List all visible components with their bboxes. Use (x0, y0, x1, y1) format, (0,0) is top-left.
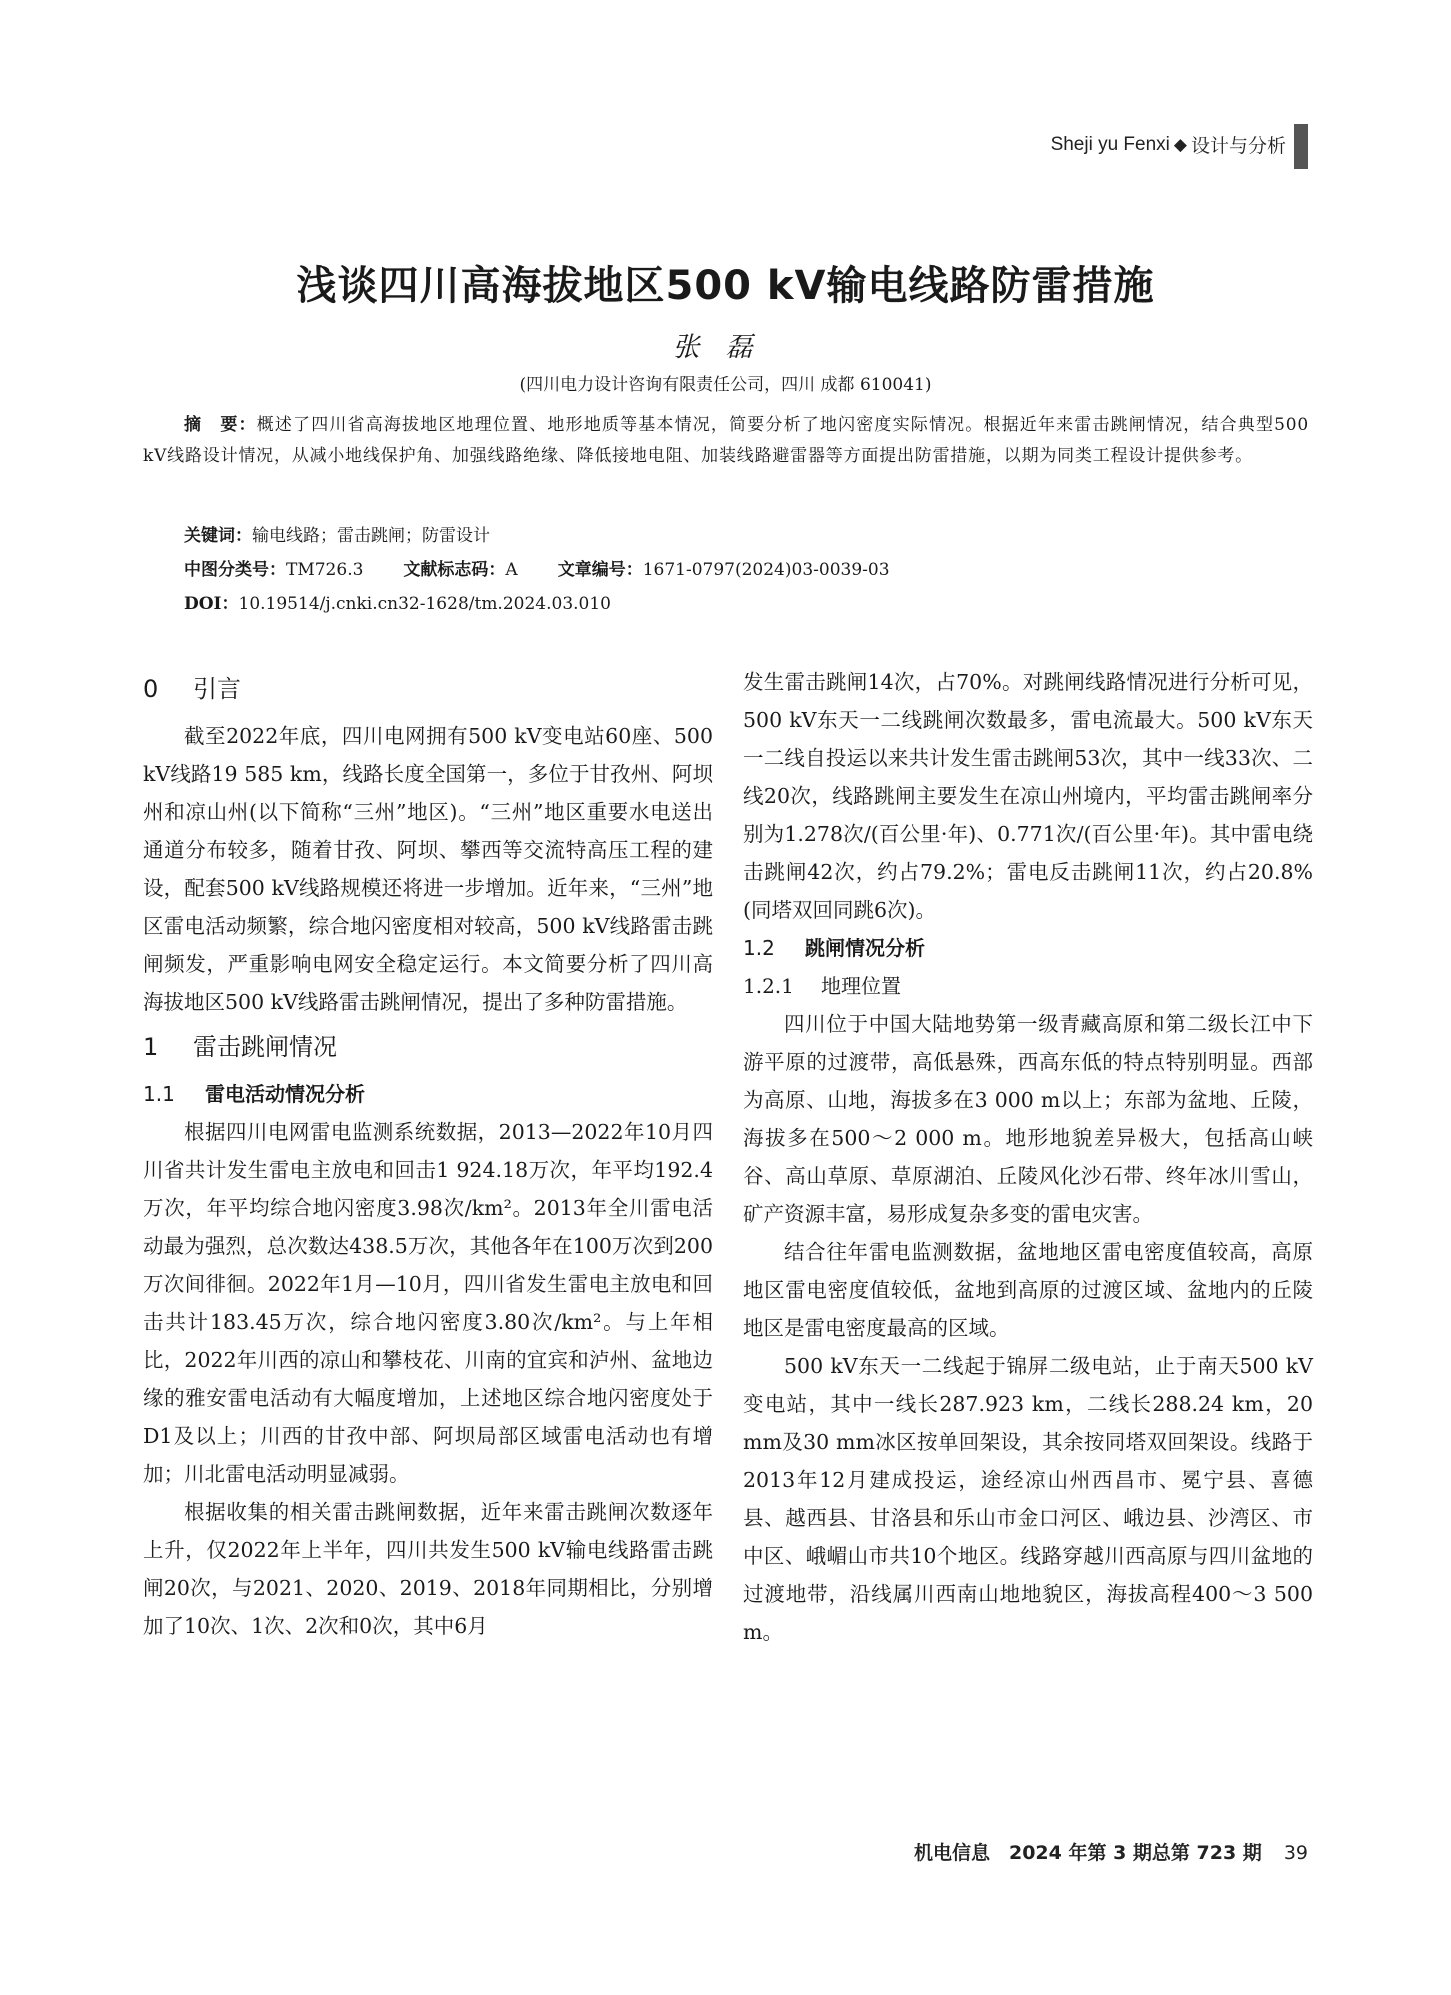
abstract (143, 410, 1309, 472)
section-number: 1 (143, 1033, 159, 1061)
section-number: 0 (143, 675, 159, 703)
paragraph: 根据四川电网雷电监测系统数据，2013—2022年10月四川省共计发生雷电主放电和回击1 924.18万次，年平均192.4万次，年平均综合地闪密度3.98次/km²。2013年全川雷电活动最为强烈，总次数达438.5万次，其他各年在100万次到200万次间徘徊。2022年1月—10月，四川省发生雷电主放电和回击共计183.45万次，综合地闪密度3.80次/km²。与上年相比，2022年川西的凉山和攀枝花、川南的宜宾和泸州、盆地边缘的雅安雷电活动有大幅度增加，上述地区综合地闪密度处于D1及以上；川西的甘孜中部、阿坝局部区域雷电活动也有增加；川北雷电活动明显减弱。 (143, 1120, 713, 1486)
paragraph-continued: 发生雷击跳闸14次，占70%。对跳闸线路情况进行分析可见，500 kV东天一二线跳闸次数最多，雷电流最大。500 kV东天一二线自投运以来共计发生雷击跳闸53次，其中一线33次、二线20次，线路跳闸主要发生在凉山州境内，平均雷击跳闸率分别为1.278次/(百公里·年)、0.771次/(百公里·年)。其中雷电绕击跳闸42次，约占79.2%；雷电反击跳闸11次，约占20.8%(同塔双回同跳6次)。 (743, 670, 1313, 922)
subsubsection-heading-1-2-1 (743, 967, 1313, 1005)
page-number: 39 (1283, 1842, 1308, 1864)
running-header (1051, 131, 1308, 158)
section-heading-1 (143, 1023, 713, 1071)
header-pinyin: Sheji yu Fenxi (1050, 133, 1170, 155)
page-footer (914, 1838, 1308, 1865)
header-bar-decoration (1294, 124, 1308, 169)
journal-issue: 机电信息 2024 年第 3 期总第 723 期 (913, 1842, 1262, 1864)
keywords (184, 521, 490, 546)
paragraph: 截至2022年底，四川电网拥有500 kV变电站60座、500 kV线路19 585 km，线路长度全国第一，多位于甘孜州、阿坝州和凉山州(以下简称“三州”地区)。“三州”地区重要水电送出通道分布较多，随着甘孜、阿坝、攀西等交流特高压工程的建设，配套500 kV线路规模还将进一步增加。近年来，“三州”地区雷电活动频繁，综合地闪密度相对较高，500 kV线路雷击跳闸频发，严重影响电网安全稳定运行。本文简要分析了四川高海拔地区500 kV线路雷击跳闸情况，提出了多种防雷措施。 (143, 724, 713, 1014)
author: 张磊 (672, 332, 779, 363)
clc-value: TM726.3 (286, 560, 364, 580)
paragraph: 结合往年雷电监测数据，盆地地区雷电密度值较高，高原地区雷电密度值较低，盆地到高原的过渡区域、盆地内的丘陵地区是雷电密度最高的区域。 (743, 1240, 1313, 1340)
header-section: 设计与分析 (1190, 136, 1286, 157)
paragraph: 500 kV东天一二线起于锦屏二级电站，止于南天500 kV变电站，其中一线长287.923 km，二线长288.24 km，20 mm及30 mm冰区按单回架设，其余按同塔双回架设。线路于2013年12月建成投运，途经凉山州西昌市、冕宁县、喜德县、越西县、甘洛县和乐山市金口河区、峨边县、沙湾区、市中区、峨嵋山市共10个地区。线路穿越川西高原与四川盆地的过渡地带，沿线属川西南山地地貌区，海拔高程400～3 500 m。 (743, 1354, 1313, 1644)
paragraph: 根据收集的相关雷击跳闸数据，近年来雷击跳闸次数逐年上升，仅2022年上半年，四川共发生500 kV输电线路雷击跳闸20次，与2021、2020、2019、2018年同期相比，分别增加了10次、1次、2次和0次，其中6月 (143, 1500, 713, 1638)
subsection-heading-1-1 (143, 1075, 713, 1113)
abstract-text: 概述了四川省高海拔地区地理位置、地形地质等基本情况，简要分析了地闪密度实际情况。根据近年来雷击跳闸情况，结合典型500 kV线路设计情况，从减小地线保护角、加强线路绝缘、降低接地电阻、加装线路避雷器等方面提出防雷措施，以期为同类工程设计提供参考。 (143, 415, 1309, 466)
classification-line (184, 555, 890, 580)
keywords-label: 关键词： (184, 526, 252, 546)
doi-label: DOI： (184, 594, 239, 614)
doi-value: 10.19514/j.cnki.cn32-1628/tm.2024.03.010 (238, 594, 611, 614)
keywords-text: 输电线路；雷击跳闸；防雷设计 (252, 526, 490, 546)
affiliation: (四川电力设计咨询有限责任公司，四川 成都 610041) (519, 375, 932, 395)
paragraph: 四川位于中国大陆地势第一级青藏高原和第二级长江中下游平原的过渡带，高低悬殊，西高东低的特点特别明显。西部为高原、山地，海拔多在3 000 m以上；东部为盆地、丘陵，海拔多在500～2 000 m。地形地貌差异极大，包括高山峡谷、高山草原、草原湖泊、丘陵风化沙石带、终年冰川雪山，矿产资源丰富，易形成复杂多变的雷电灾害。 (743, 1012, 1313, 1226)
clc-label: 中图分类号： (184, 560, 286, 580)
right-column (743, 663, 1313, 1651)
article-number-label: 文章编号： (557, 560, 643, 580)
section-title: 引言 (193, 675, 241, 703)
abstract-label: 摘 要： (184, 415, 257, 435)
diamond-icon: ◆ (1173, 134, 1187, 154)
subsection-title: 雷电活动情况分析 (205, 1082, 365, 1106)
section-heading-0 (143, 665, 713, 713)
subsection-number: 1.2 (743, 936, 775, 960)
doc-code-label: 文献标志码： (403, 560, 506, 580)
left-column (143, 663, 713, 1645)
subsection-title: 跳闸情况分析 (805, 936, 925, 960)
article-title: 浅谈四川高海拔地区500 kV输电线路防雷措施 (296, 263, 1155, 309)
article-number-value: 1671-0797(2024)03-0039-03 (642, 560, 890, 580)
subsection-number: 1.1 (143, 1082, 175, 1106)
section-title: 雷击跳闸情况 (193, 1033, 337, 1061)
doc-code-value: A (505, 560, 518, 580)
subsubsection-number: 1.2.1 (743, 974, 794, 998)
subsubsection-title: 地理位置 (821, 974, 901, 998)
doi-line (184, 589, 611, 614)
subsection-heading-1-2 (743, 929, 1313, 967)
